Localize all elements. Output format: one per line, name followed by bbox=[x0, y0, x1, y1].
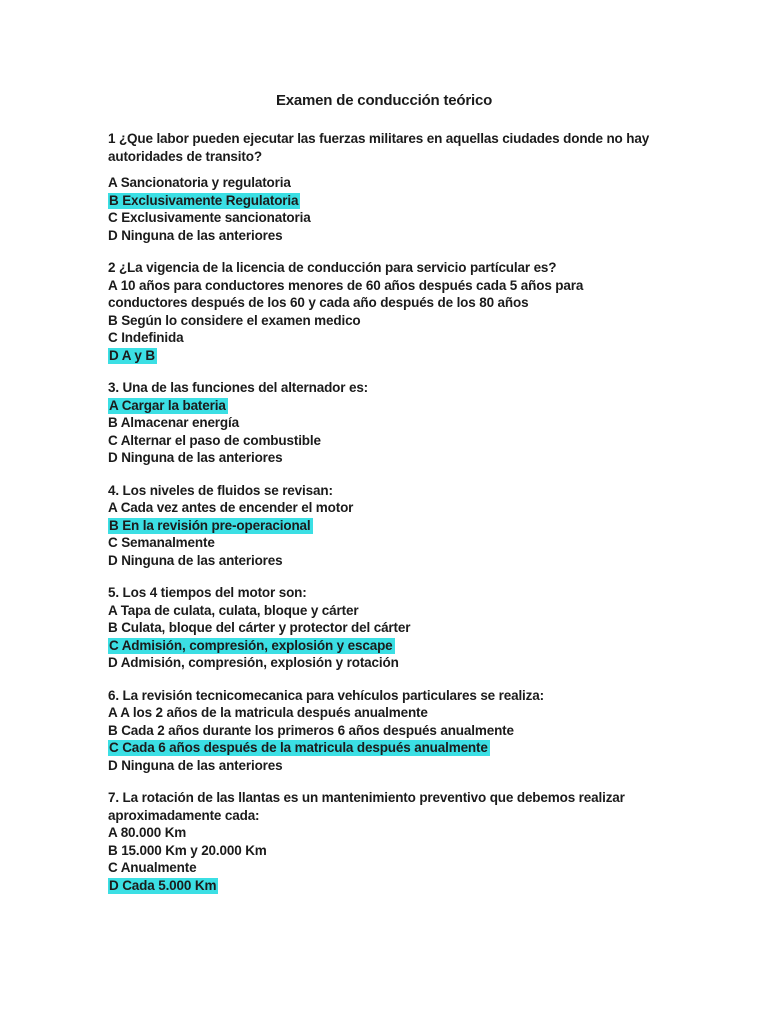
option-row bbox=[108, 824, 662, 842]
option-row bbox=[108, 347, 662, 365]
option-row bbox=[108, 842, 662, 860]
option-label: B Culata, bloque del cárter y protector del cárter bbox=[108, 620, 411, 635]
options-list bbox=[108, 277, 662, 365]
option-row bbox=[108, 704, 662, 722]
question-block-1 bbox=[108, 130, 662, 244]
option-row bbox=[108, 192, 662, 210]
option-row bbox=[108, 757, 662, 775]
option-row bbox=[108, 227, 662, 245]
option-label-highlighted: B En la revisión pre-operacional bbox=[109, 517, 311, 533]
option-row bbox=[108, 654, 662, 672]
option-label: A A los 2 años de la matricula después anualmente bbox=[108, 705, 428, 720]
question-text: 6. La revisión tecnicomecanica para vehículos particulares se realiza: bbox=[108, 687, 544, 703]
option-row bbox=[108, 637, 662, 655]
option-label: B Almacenar energía bbox=[108, 415, 239, 430]
option-row bbox=[108, 397, 662, 415]
questions-container bbox=[108, 130, 662, 894]
option-row bbox=[108, 552, 662, 570]
option-row bbox=[108, 277, 662, 312]
option-label: D Ninguna de las anteriores bbox=[108, 552, 283, 568]
option-row bbox=[108, 722, 662, 740]
options-list bbox=[108, 174, 662, 244]
question-block-7 bbox=[108, 789, 662, 894]
option-label-highlighted: B Exclusivamente Regulatoria bbox=[109, 192, 299, 208]
question-text: 4. Los niveles de fluidos se revisan: bbox=[108, 482, 333, 498]
option-label: C Anualmente bbox=[108, 860, 197, 875]
options-list bbox=[108, 397, 662, 467]
option-row bbox=[108, 174, 662, 192]
option-row bbox=[108, 534, 662, 552]
option-label: A Sancionatoria y regulatoria bbox=[108, 175, 291, 190]
question-block-6 bbox=[108, 687, 662, 775]
option-label: D Ninguna de las anteriores bbox=[108, 450, 283, 465]
option-label-highlighted: C Admisión, compresión, explosión y escape bbox=[109, 637, 393, 653]
option-row bbox=[108, 602, 662, 620]
option-label: C Semanalmente bbox=[108, 535, 215, 550]
option-label-highlighted: D A y B bbox=[109, 347, 155, 363]
option-label: B 15.000 Km y 20.000 Km bbox=[108, 842, 267, 858]
question-block-4 bbox=[108, 482, 662, 570]
question-text: 2 ¿La vigencia de la licencia de conducción para servicio partícular es? bbox=[108, 260, 557, 275]
option-row bbox=[108, 877, 662, 895]
option-row bbox=[108, 499, 662, 517]
option-label: A 80.000 Km bbox=[108, 825, 187, 840]
option-row bbox=[108, 619, 662, 637]
option-row bbox=[108, 859, 662, 877]
options-list bbox=[108, 602, 662, 672]
option-row bbox=[108, 329, 662, 347]
option-label: D Admisión, compresión, explosión y rotación bbox=[108, 655, 399, 670]
question-text: 1 ¿Que labor pueden ejecutar las fuerzas militares en aquellas ciudades donde no hay autoridades de transito? bbox=[108, 131, 650, 164]
options-list bbox=[108, 499, 662, 569]
question-block-3 bbox=[108, 379, 662, 467]
question-block-2 bbox=[108, 259, 662, 364]
option-row bbox=[108, 432, 662, 450]
options-list bbox=[108, 704, 662, 774]
option-row bbox=[108, 312, 662, 330]
option-label: C Exclusivamente sancionatoria bbox=[108, 210, 311, 225]
option-label: D Ninguna de las anteriores bbox=[108, 757, 283, 773]
question-text: 3. Una de las funciones del alternador es: bbox=[108, 380, 369, 395]
option-label: B Según lo considere el examen medico bbox=[108, 312, 361, 328]
option-label: C Indefinida bbox=[108, 330, 184, 345]
document-title: Examen de conducción teórico bbox=[275, 92, 493, 109]
option-row bbox=[108, 209, 662, 227]
option-row bbox=[108, 517, 662, 535]
option-row bbox=[108, 739, 662, 757]
question-text: 7. La rotación de las llantas es un mantenimiento preventivo que debemos realizar aproximadamente cada: bbox=[108, 790, 625, 823]
option-label: D Ninguna de las anteriores bbox=[108, 227, 283, 243]
option-label: A Cada vez antes de encender el motor bbox=[108, 500, 354, 515]
option-row bbox=[108, 449, 662, 467]
option-label: C Alternar el paso de combustible bbox=[108, 432, 321, 448]
question-block-5 bbox=[108, 584, 662, 672]
option-label-highlighted: C Cada 6 años después de la matricula después anualmente bbox=[109, 740, 488, 755]
option-label-highlighted: D Cada 5.000 Km bbox=[109, 877, 217, 893]
option-label: A 10 años para conductores menores de 60 años después cada 5 años para conductores después de los 60 y cada año después de los 80 años bbox=[108, 277, 584, 310]
option-label: A Tapa de culata, culata, bloque y cárter bbox=[108, 602, 359, 618]
question-text: 5. Los 4 tiempos del motor son: bbox=[108, 585, 307, 600]
option-label-highlighted: A Cargar la bateria bbox=[109, 397, 226, 413]
option-row bbox=[108, 414, 662, 432]
options-list bbox=[108, 824, 662, 894]
option-label: B Cada 2 años durante los primeros 6 años después anualmente bbox=[108, 722, 514, 738]
